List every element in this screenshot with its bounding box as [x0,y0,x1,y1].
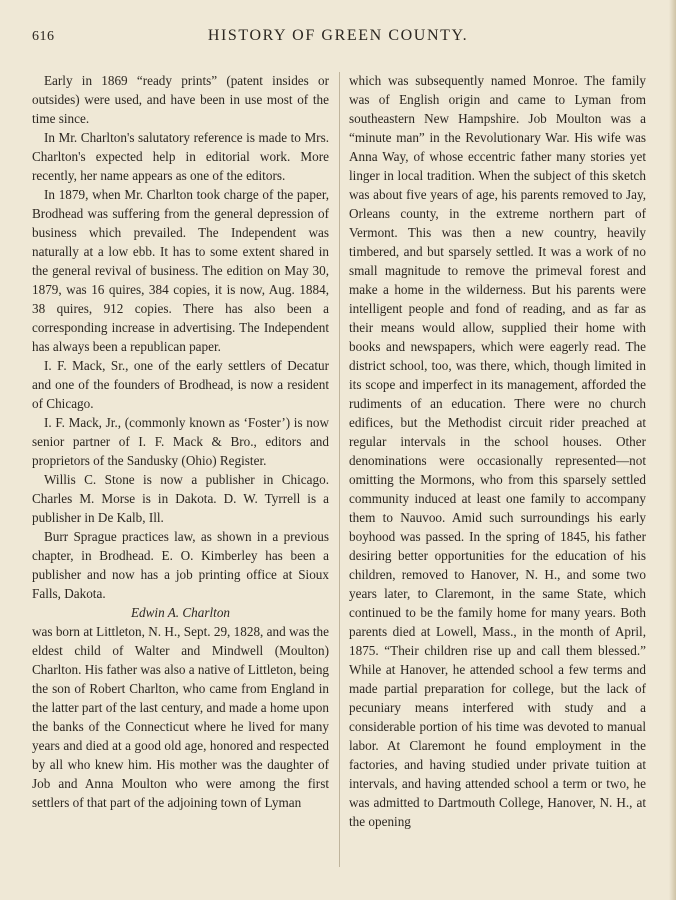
paragraph: Early in 1869 “ready prints” (patent insides or outsides) were used, and have been in use most of the time since. [32,73,329,126]
paragraph: I. F. Mack, Jr., (commonly known as ‘Foster’) is now senior partner of I. F. Mack & Bro., editors and proprietors of the Sandusky (Ohio) Register. [32,415,329,468]
column-divider [339,72,340,867]
left-column [32,71,329,812]
paragraph: was born at Littleton, N. H., Sept. 29, 1828, and was the eldest child of Walter and Mindwell (Moulton) Charlton. His father was also a native of Littleton, being the son of Robert Charlton, who came from England in the latter part of the last century, and made a home upon the banks of the Connecticut where he lived for many years and died at a good old age, honored and respected by all who knew him. His mother was the daughter of Job and Anna Moulton who were among the first settlers of that part of the adjoining town of Lyman [32,624,330,810]
paragraph: In Mr. Charlton's salutatory reference is made to Mrs. Charlton's expected help in editorial work. More recently, her name appears as one of the editors. [32,130,329,183]
page-number: 616 [32,29,55,44]
section-heading: Edwin A. Charlton [130,605,231,620]
right-column [349,71,646,831]
page-edge-shadow [669,0,676,900]
paragraph: I. F. Mack, Sr., one of the early settlers of Decatur and one of the founders of Brodhead, is now a resident of Chicago. [32,358,329,411]
paragraph: In 1879, when Mr. Charlton took charge of the paper, Brodhead was suffering from the general depression of business which prevailed. The Independent was naturally at a low ebb. It has to some extent shared in the general revival of business. The edition on May 30, 1879, was 16 quires, 384 copies, it is now, Aug. 1884, 38 quires, 912 copies. There has also been a corresponding increase in advertising. The Independent has always been a republican paper. [32,187,329,354]
running-head: HISTORY OF GREEN COUNTY. [207,27,469,44]
paragraph: which was subsequently named Monroe. The family was of English origin and came to Lyman from southeastern New Hampshire. Job Moulton was a “minute man” in the Revolutionary War. His wife was Anna Way, of whose eccentric father many stories yet linger in local tradition. When the subject of this sketch was about five years of age, his parents removed to Jay, Orleans county, in the extreme northern part of Vermont. This was then a new country, heavily timbered, and but sparsely settled. It was a work of no small magnitude to remove the primeval forest and make a home in the wilderness. But his parents were intelligent people and fond of reading, and as far as their means would allow, supplied their home with books and newspapers, which were eagerly read. The district school, too, was there, which, though limited in its scope and imperfect in its management, afforded the rudiments of an education. There were no church edifices, but the Methodist circuit rider preached at regular intervals in the school houses. Other denominations were occasionally represented—not omitting the Mormons, who from this sparsely settled community induced at least one family to accompany them to Nauvoo. Amid such surroundings his early boyhood was passed. In the spring of 1845, his father desiring better opportunities for the education of his children, removed to Hanover, N. H., and some two years later, to Claremont, in the same State, which continued to be the family home for many years. Both parents died at Lowell, Mass., in the month of April, 1875. “Their children rise up and call them blessed.” While at Hanover, he attended school a few terms and made partial preparation for college, but the lack of pecuniary means interfered with study and a considerable portion of his time was devoted to manual labor. At Claremont he found employment in the factories, and having studied under private tuition at intervals, and having attended school a term or two, he was admitted to Dartmouth College, Hanover, N. H., at the opening [349,73,646,829]
paragraph: Willis C. Stone is now a publisher in Chicago. Charles M. Morse is in Dakota. D. W. Tyrrell is a publisher in De Kalb, Ill. [32,472,329,525]
paragraph: Burr Sprague practices law, as shown in a previous chapter, in Brodhead. E. O. Kimberley has been a publisher and now has a job printing office at Sioux Falls, Dakota. [32,529,329,601]
